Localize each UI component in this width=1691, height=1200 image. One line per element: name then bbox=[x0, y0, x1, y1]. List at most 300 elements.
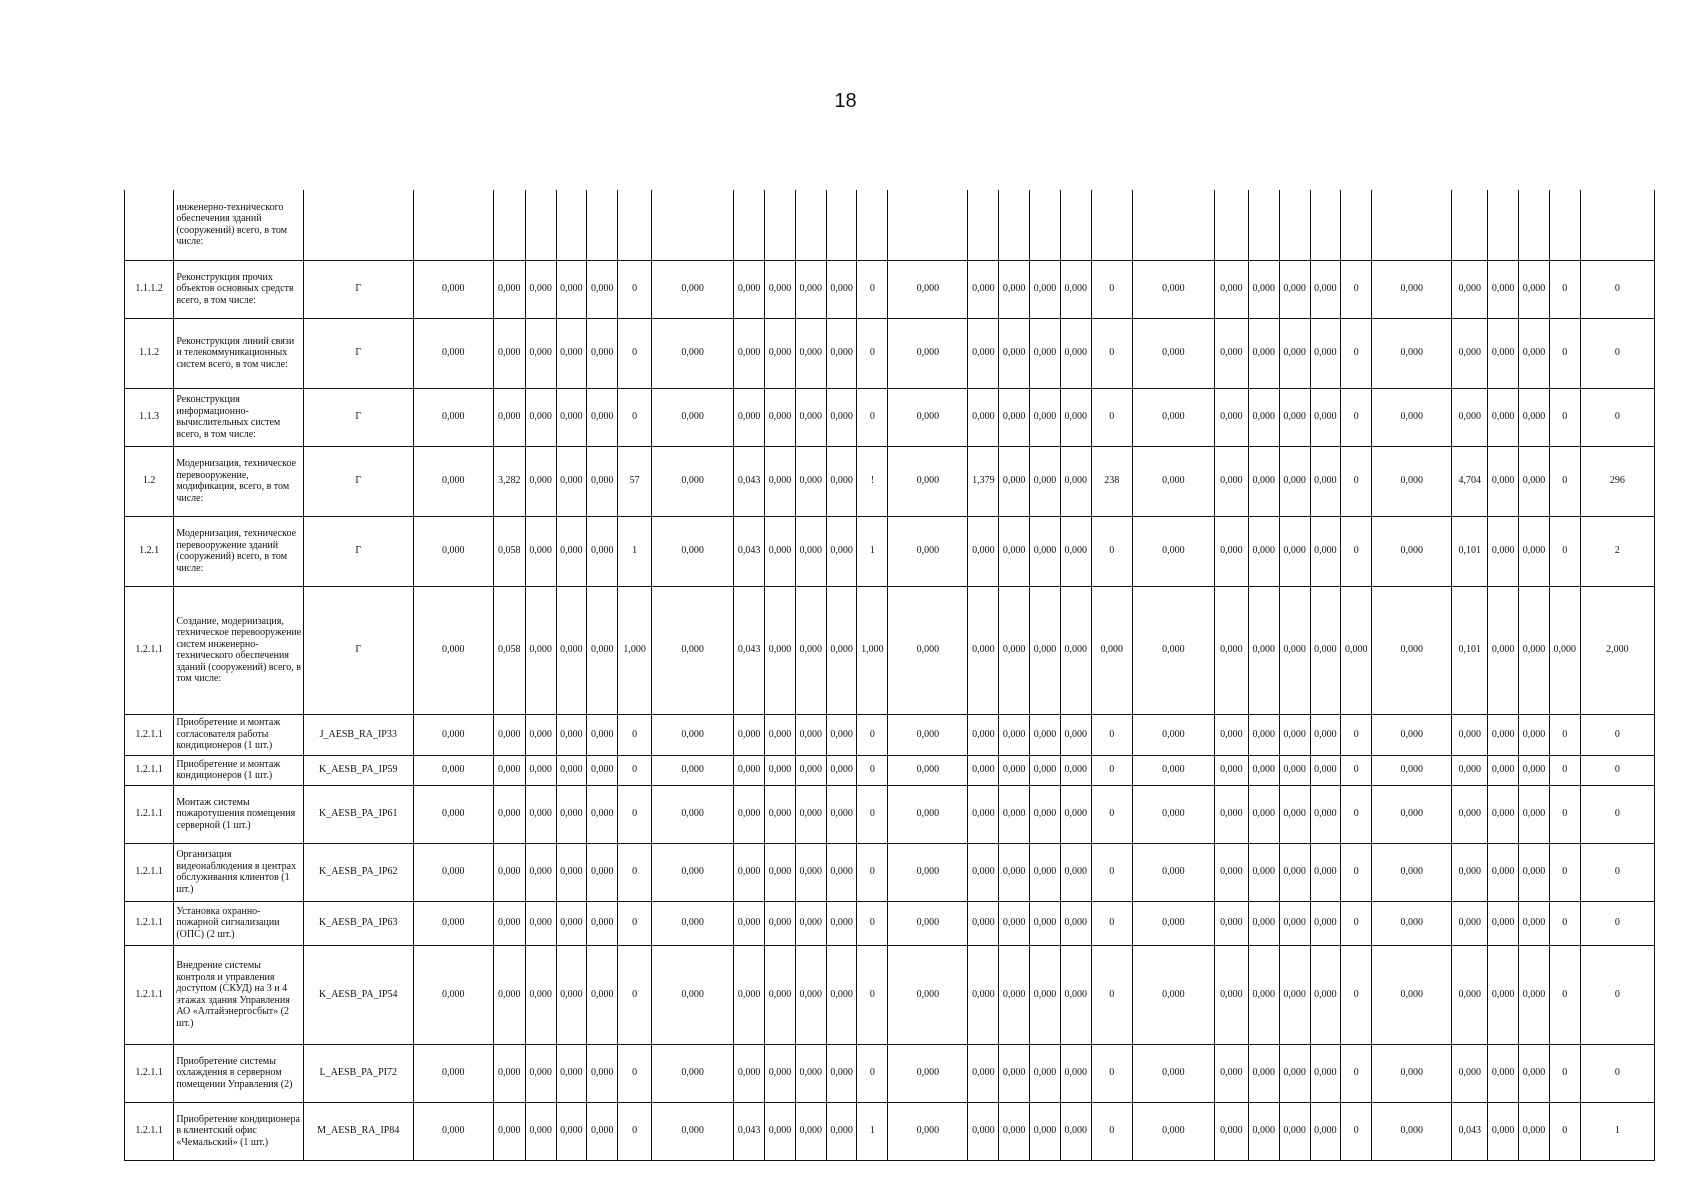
value-cell: 0,000 bbox=[1310, 785, 1341, 843]
value-cell: 0,000 bbox=[1519, 318, 1550, 388]
value-cell: 0,000 bbox=[999, 945, 1030, 1044]
value-cell: 0,000 bbox=[1030, 755, 1061, 785]
value-cell: 0 bbox=[1091, 714, 1132, 755]
value-cell: 0,000 bbox=[734, 1044, 765, 1102]
value-cell: 0 bbox=[1549, 843, 1580, 901]
value-cell: 0 bbox=[618, 714, 652, 755]
value-cell: 0,000 bbox=[1519, 945, 1550, 1044]
project-name: Монтаж системы пожаротушения помещения серверной (1 шт.) bbox=[174, 785, 303, 843]
value-cell: 0,000 bbox=[826, 785, 857, 843]
value-cell: 0,000 bbox=[1030, 260, 1061, 318]
value-cell: 0,000 bbox=[826, 388, 857, 446]
value-cell: 0 bbox=[1580, 260, 1654, 318]
value-cell: 0 bbox=[1341, 1102, 1372, 1160]
value-cell: 0,000 bbox=[1060, 586, 1091, 714]
value-cell: 0,000 bbox=[1488, 260, 1519, 318]
value-cell: 0 bbox=[1549, 1044, 1580, 1102]
value-cell: 0,000 bbox=[1519, 260, 1550, 318]
value-cell: 0,000 bbox=[1488, 843, 1519, 901]
value-cell: 0,000 bbox=[413, 843, 493, 901]
value-cell: 0,000 bbox=[1372, 586, 1452, 714]
value-cell: 0,000 bbox=[1452, 318, 1488, 388]
value-cell: 0,000 bbox=[1310, 901, 1341, 945]
project-code: Г bbox=[303, 446, 413, 516]
value-cell: 1 bbox=[857, 1102, 888, 1160]
value-cell: 0,000 bbox=[1488, 318, 1519, 388]
value-cell: 0,000 bbox=[1372, 388, 1452, 446]
value-cell: 0,000 bbox=[968, 388, 999, 446]
value-cell: 0,000 bbox=[1452, 714, 1488, 755]
value-cell: 0,000 bbox=[1248, 901, 1279, 945]
value-cell: 0,000 bbox=[1132, 260, 1214, 318]
page-number: 18 bbox=[834, 90, 857, 112]
value-cell: 0,000 bbox=[795, 945, 826, 1044]
value-cell: 0,000 bbox=[1030, 1044, 1061, 1102]
row-number: 1.1.2 bbox=[125, 318, 174, 388]
value-cell: 0,000 bbox=[826, 260, 857, 318]
value-cell: 0,000 bbox=[999, 260, 1030, 318]
value-cell: 0,000 bbox=[587, 843, 618, 901]
table-row bbox=[125, 714, 1655, 755]
value-cell: 0,000 bbox=[1310, 446, 1341, 516]
value-cell: 0,000 bbox=[888, 785, 968, 843]
row-number: 1.1.3 bbox=[125, 388, 174, 446]
project-code: Г bbox=[303, 318, 413, 388]
value-cell: 0,000 bbox=[1248, 446, 1279, 516]
value-cell bbox=[1279, 190, 1310, 260]
value-cell: 0,000 bbox=[556, 945, 587, 1044]
row-number: 1.1.1.2 bbox=[125, 260, 174, 318]
value-cell: 0 bbox=[1091, 785, 1132, 843]
value-cell: 0,000 bbox=[826, 318, 857, 388]
value-cell: 0,000 bbox=[1519, 586, 1550, 714]
value-cell: 0,000 bbox=[999, 901, 1030, 945]
value-cell: 0,000 bbox=[1310, 1102, 1341, 1160]
project-name: Модернизация, техническое перевооружение, модификация, всего, в том числе: bbox=[174, 446, 303, 516]
value-cell: 0,000 bbox=[413, 1102, 493, 1160]
value-cell: 0,000 bbox=[1060, 516, 1091, 586]
value-cell: 0,000 bbox=[1452, 945, 1488, 1044]
value-cell: 0 bbox=[857, 755, 888, 785]
value-cell: 0,000 bbox=[1214, 388, 1248, 446]
value-cell: 0,000 bbox=[795, 714, 826, 755]
value-cell: 0 bbox=[618, 1102, 652, 1160]
table-row bbox=[125, 945, 1655, 1044]
value-cell: 0,101 bbox=[1452, 516, 1488, 586]
project-code: K_AESB_PA_IP54 bbox=[303, 945, 413, 1044]
value-cell: 0,000 bbox=[968, 785, 999, 843]
value-cell: 0,000 bbox=[525, 586, 556, 714]
value-cell: 0,000 bbox=[652, 260, 734, 318]
value-cell: 0,000 bbox=[525, 714, 556, 755]
value-cell: 0 bbox=[1549, 901, 1580, 945]
value-cell: 238 bbox=[1091, 446, 1132, 516]
value-cell: 0,000 bbox=[1060, 755, 1091, 785]
value-cell: 0,000 bbox=[413, 388, 493, 446]
value-cell: 0,000 bbox=[1214, 1044, 1248, 1102]
value-cell: 0,000 bbox=[587, 945, 618, 1044]
value-cell bbox=[1030, 190, 1061, 260]
value-cell: 0 bbox=[1549, 1102, 1580, 1160]
value-cell: 0,101 bbox=[1452, 586, 1488, 714]
value-cell: 0,000 bbox=[1279, 516, 1310, 586]
value-cell: 0,000 bbox=[826, 1102, 857, 1160]
value-cell: 0,000 bbox=[888, 318, 968, 388]
value-cell: 0,000 bbox=[1132, 516, 1214, 586]
value-cell: 0,000 bbox=[1452, 843, 1488, 901]
value-cell: 0,000 bbox=[999, 388, 1030, 446]
value-cell: 0,043 bbox=[1452, 1102, 1488, 1160]
value-cell: 0,000 bbox=[765, 755, 796, 785]
value-cell: 0,000 bbox=[556, 1044, 587, 1102]
value-cell: 0,000 bbox=[765, 318, 796, 388]
value-cell: 0,000 bbox=[795, 260, 826, 318]
value-cell: 0,000 bbox=[795, 843, 826, 901]
value-cell: 0,000 bbox=[556, 318, 587, 388]
value-cell: 296 bbox=[1580, 446, 1654, 516]
value-cell: 0,000 bbox=[587, 318, 618, 388]
value-cell: 0 bbox=[1341, 388, 1372, 446]
value-cell: 0 bbox=[1091, 901, 1132, 945]
value-cell: 0 bbox=[618, 945, 652, 1044]
value-cell: 0,000 bbox=[1519, 755, 1550, 785]
value-cell bbox=[999, 190, 1030, 260]
value-cell: 0,000 bbox=[413, 516, 493, 586]
value-cell: 0,000 bbox=[1310, 755, 1341, 785]
value-cell: 0,000 bbox=[1030, 516, 1061, 586]
value-cell: 0,000 bbox=[1060, 318, 1091, 388]
value-cell: 0,000 bbox=[1310, 945, 1341, 1044]
value-cell: 0,000 bbox=[1519, 1044, 1550, 1102]
value-cell: 0,000 bbox=[1372, 318, 1452, 388]
value-cell: 0 bbox=[1549, 714, 1580, 755]
value-cell: 0 bbox=[857, 843, 888, 901]
value-cell: 0,000 bbox=[1372, 901, 1452, 945]
value-cell: 0 bbox=[1341, 755, 1372, 785]
value-cell: 0,000 bbox=[493, 1102, 525, 1160]
value-cell: 0,000 bbox=[556, 388, 587, 446]
value-cell: 0,000 bbox=[1519, 388, 1550, 446]
project-name: Организация видеонаблюдения в центрах обслуживания клиентов (1 шт.) bbox=[174, 843, 303, 901]
value-cell: 0,000 bbox=[587, 586, 618, 714]
value-cell: 57 bbox=[618, 446, 652, 516]
project-code: K_AESB_PA_IP59 bbox=[303, 755, 413, 785]
project-code: K_AESB_PA_IP61 bbox=[303, 785, 413, 843]
project-name: Реконструкция линий связи и телекоммуникационных систем всего, в том числе: bbox=[174, 318, 303, 388]
value-cell: 0,000 bbox=[826, 586, 857, 714]
project-code: M_AESB_RA_IP84 bbox=[303, 1102, 413, 1160]
value-cell bbox=[1132, 190, 1214, 260]
value-cell: 0,000 bbox=[1132, 945, 1214, 1044]
value-cell: 0 bbox=[1580, 901, 1654, 945]
value-cell: 0 bbox=[1549, 755, 1580, 785]
value-cell: 0,000 bbox=[1214, 260, 1248, 318]
value-cell: 0,000 bbox=[888, 446, 968, 516]
value-cell: 0,000 bbox=[1248, 1102, 1279, 1160]
row-number: 1.2.1.1 bbox=[125, 945, 174, 1044]
value-cell: 0,043 bbox=[734, 586, 765, 714]
value-cell: 0 bbox=[857, 785, 888, 843]
value-cell bbox=[1214, 190, 1248, 260]
value-cell: 0,000 bbox=[1132, 388, 1214, 446]
value-cell: 0 bbox=[618, 785, 652, 843]
value-cell: 0,000 bbox=[795, 586, 826, 714]
value-cell: 0,000 bbox=[1372, 755, 1452, 785]
value-cell: 0,000 bbox=[1132, 586, 1214, 714]
value-cell: 0,000 bbox=[413, 945, 493, 1044]
value-cell: 0 bbox=[1549, 318, 1580, 388]
value-cell: 4,704 bbox=[1452, 446, 1488, 516]
value-cell bbox=[795, 190, 826, 260]
value-cell: 0,000 bbox=[888, 388, 968, 446]
value-cell: 0 bbox=[618, 901, 652, 945]
project-code: L_AESB_PA_PI72 bbox=[303, 1044, 413, 1102]
value-cell: 0,000 bbox=[1248, 755, 1279, 785]
value-cell: 1,000 bbox=[857, 586, 888, 714]
value-cell: 0,000 bbox=[734, 945, 765, 1044]
value-cell: 0,000 bbox=[1279, 1044, 1310, 1102]
value-cell: 0,000 bbox=[1030, 388, 1061, 446]
row-number: 1.2.1.1 bbox=[125, 1102, 174, 1160]
value-cell: 0,000 bbox=[968, 755, 999, 785]
value-cell: 0 bbox=[1341, 318, 1372, 388]
value-cell: 0,000 bbox=[493, 388, 525, 446]
value-cell: 0,000 bbox=[1341, 586, 1372, 714]
value-cell: 0,000 bbox=[525, 446, 556, 516]
value-cell: 0,000 bbox=[1279, 755, 1310, 785]
value-cell: 0 bbox=[857, 260, 888, 318]
value-cell: 0,000 bbox=[765, 388, 796, 446]
value-cell: 0,000 bbox=[826, 901, 857, 945]
value-cell: 0,000 bbox=[1248, 945, 1279, 1044]
value-cell: 0,000 bbox=[968, 945, 999, 1044]
value-cell: 0,000 bbox=[1132, 1102, 1214, 1160]
value-cell: 0,000 bbox=[1488, 945, 1519, 1044]
value-cell: 0,000 bbox=[587, 1044, 618, 1102]
value-cell: 0,000 bbox=[1279, 843, 1310, 901]
value-cell: 0,000 bbox=[795, 446, 826, 516]
project-name: Реконструкция информационно-вычислительных систем всего, в том числе: bbox=[174, 388, 303, 446]
value-cell: 0,058 bbox=[493, 516, 525, 586]
value-cell bbox=[968, 190, 999, 260]
value-cell: 0,000 bbox=[888, 1044, 968, 1102]
value-cell: 0,000 bbox=[888, 901, 968, 945]
value-cell: 0,000 bbox=[999, 785, 1030, 843]
value-cell: 0,000 bbox=[1132, 843, 1214, 901]
row-number: 1.2.1.1 bbox=[125, 755, 174, 785]
value-cell: 0,000 bbox=[999, 446, 1030, 516]
project-name: Приобретение и монтаж кондиционеров (1 шт.) bbox=[174, 755, 303, 785]
value-cell: 0,000 bbox=[1488, 586, 1519, 714]
value-cell bbox=[1519, 190, 1550, 260]
value-cell: 0,000 bbox=[1488, 1102, 1519, 1160]
value-cell: 0,000 bbox=[1452, 388, 1488, 446]
value-cell bbox=[1060, 190, 1091, 260]
value-cell: 0,000 bbox=[1549, 586, 1580, 714]
row-number: 1.2.1.1 bbox=[125, 843, 174, 901]
value-cell: 0,000 bbox=[1248, 785, 1279, 843]
value-cell: 0 bbox=[857, 901, 888, 945]
value-cell: 0,000 bbox=[1452, 901, 1488, 945]
value-cell: 0,000 bbox=[556, 843, 587, 901]
value-cell: 0,000 bbox=[1452, 755, 1488, 785]
value-cell: 0,000 bbox=[1452, 785, 1488, 843]
value-cell: 0,000 bbox=[652, 446, 734, 516]
value-cell: 0,000 bbox=[1060, 1102, 1091, 1160]
value-cell: 0 bbox=[857, 945, 888, 1044]
value-cell: 0,000 bbox=[734, 755, 765, 785]
value-cell: 0,000 bbox=[1248, 714, 1279, 755]
value-cell: 0,000 bbox=[1452, 260, 1488, 318]
project-code: J_AESB_RA_IP33 bbox=[303, 714, 413, 755]
value-cell: 0 bbox=[1549, 446, 1580, 516]
value-cell: 0,000 bbox=[1372, 945, 1452, 1044]
value-cell: 0,058 bbox=[493, 586, 525, 714]
value-cell: 0,000 bbox=[525, 755, 556, 785]
value-cell: 0,000 bbox=[1132, 714, 1214, 755]
value-cell: 0,000 bbox=[1132, 785, 1214, 843]
investment-table bbox=[124, 190, 1655, 1161]
table-row bbox=[125, 388, 1655, 446]
value-cell: 0,000 bbox=[734, 785, 765, 843]
value-cell: 0,000 bbox=[556, 446, 587, 516]
value-cell: 0,000 bbox=[1310, 388, 1341, 446]
table-row bbox=[125, 1044, 1655, 1102]
value-cell: 0,000 bbox=[1279, 388, 1310, 446]
project-name: Внедрение системы контроля и управления доступом (СКУД) на 3 и 4 этажах здания Управления АО «Алтайэнергосбыт» (2 шт.) bbox=[174, 945, 303, 1044]
value-cell: 1,379 bbox=[968, 446, 999, 516]
value-cell: 0,000 bbox=[1214, 1102, 1248, 1160]
value-cell bbox=[1341, 190, 1372, 260]
value-cell: 0 bbox=[1091, 945, 1132, 1044]
value-cell: 0 bbox=[1091, 318, 1132, 388]
project-name: Приобретение кондиционера в клиентский офис «Чемальский» (1 шт.) bbox=[174, 1102, 303, 1160]
value-cell: 0 bbox=[1341, 260, 1372, 318]
value-cell: 0,000 bbox=[999, 318, 1030, 388]
value-cell: 0,000 bbox=[968, 516, 999, 586]
value-cell: 0 bbox=[618, 843, 652, 901]
value-cell: 0,000 bbox=[1214, 901, 1248, 945]
value-cell: 0,000 bbox=[587, 1102, 618, 1160]
value-cell: 0,000 bbox=[968, 901, 999, 945]
value-cell: 0,000 bbox=[765, 516, 796, 586]
value-cell: 0,000 bbox=[652, 714, 734, 755]
value-cell: 1 bbox=[618, 516, 652, 586]
value-cell: 0,000 bbox=[1060, 388, 1091, 446]
value-cell: 0,000 bbox=[1248, 318, 1279, 388]
value-cell: 0,000 bbox=[826, 516, 857, 586]
value-cell: 0,000 bbox=[1132, 446, 1214, 516]
value-cell: 0,000 bbox=[652, 843, 734, 901]
table-row bbox=[125, 318, 1655, 388]
value-cell: 0,000 bbox=[1248, 260, 1279, 318]
value-cell bbox=[525, 190, 556, 260]
project-name: Приобретение и монтаж согласователя работы кондиционеров (1 шт.) bbox=[174, 714, 303, 755]
table-row bbox=[125, 190, 1655, 260]
value-cell: 0,000 bbox=[1279, 714, 1310, 755]
value-cell: 0,000 bbox=[765, 714, 796, 755]
value-cell bbox=[1248, 190, 1279, 260]
value-cell: 0,000 bbox=[652, 1044, 734, 1102]
value-cell: 0 bbox=[857, 714, 888, 755]
value-cell: 0,000 bbox=[888, 843, 968, 901]
value-cell: 0,000 bbox=[1248, 586, 1279, 714]
table-row bbox=[125, 260, 1655, 318]
value-cell: 0 bbox=[857, 1044, 888, 1102]
value-cell: 0,000 bbox=[1488, 901, 1519, 945]
value-cell: 0,000 bbox=[1248, 1044, 1279, 1102]
value-cell: 0,000 bbox=[968, 1102, 999, 1160]
project-name: инженерно-технического обеспечения зданий (сооружений) всего, в том числе: bbox=[174, 190, 303, 260]
value-cell: 0 bbox=[1341, 945, 1372, 1044]
value-cell: 0,000 bbox=[413, 785, 493, 843]
value-cell: 0,000 bbox=[493, 945, 525, 1044]
value-cell: 0 bbox=[1580, 1044, 1654, 1102]
value-cell: 0 bbox=[1091, 260, 1132, 318]
value-cell: 0,000 bbox=[1488, 446, 1519, 516]
value-cell: 0,000 bbox=[1519, 516, 1550, 586]
value-cell: 0,000 bbox=[1030, 901, 1061, 945]
value-cell: 0,000 bbox=[493, 843, 525, 901]
table-body bbox=[125, 190, 1655, 1160]
value-cell: 0,000 bbox=[556, 1102, 587, 1160]
value-cell: 0 bbox=[1341, 1044, 1372, 1102]
value-cell: 0,000 bbox=[888, 516, 968, 586]
project-name: Установка охранно-пожарной сигнализации (ОПС) (2 шт.) bbox=[174, 901, 303, 945]
value-cell: 0 bbox=[1091, 388, 1132, 446]
value-cell: 0,000 bbox=[734, 901, 765, 945]
value-cell: 0,000 bbox=[587, 901, 618, 945]
value-cell: 0 bbox=[1580, 785, 1654, 843]
value-cell: 0,000 bbox=[413, 318, 493, 388]
value-cell: 0,000 bbox=[1214, 586, 1248, 714]
value-cell: 0,000 bbox=[587, 755, 618, 785]
value-cell: 0,000 bbox=[1519, 714, 1550, 755]
value-cell: 0 bbox=[1091, 755, 1132, 785]
value-cell: 0 bbox=[1341, 843, 1372, 901]
value-cell: 0,000 bbox=[1060, 1044, 1091, 1102]
value-cell: 0,000 bbox=[1214, 945, 1248, 1044]
value-cell: 0,000 bbox=[1488, 714, 1519, 755]
value-cell: 3,282 bbox=[493, 446, 525, 516]
value-cell bbox=[1091, 190, 1132, 260]
value-cell: 0,000 bbox=[1372, 714, 1452, 755]
value-cell bbox=[556, 190, 587, 260]
value-cell: 0,000 bbox=[1132, 755, 1214, 785]
value-cell: 0 bbox=[1580, 945, 1654, 1044]
value-cell: 0 bbox=[618, 1044, 652, 1102]
value-cell: 0,000 bbox=[525, 785, 556, 843]
value-cell: 0,000 bbox=[1279, 901, 1310, 945]
value-cell: 0,000 bbox=[1372, 843, 1452, 901]
value-cell: 0 bbox=[618, 755, 652, 785]
value-cell: 0,000 bbox=[1310, 586, 1341, 714]
value-cell: 2 bbox=[1580, 516, 1654, 586]
value-cell: 0,000 bbox=[734, 318, 765, 388]
value-cell: 0,000 bbox=[556, 785, 587, 843]
value-cell: 0,000 bbox=[1372, 260, 1452, 318]
value-cell: 0,000 bbox=[888, 586, 968, 714]
value-cell: 0 bbox=[1341, 446, 1372, 516]
value-cell: 0 bbox=[1091, 843, 1132, 901]
value-cell: 0,000 bbox=[556, 901, 587, 945]
value-cell: 2,000 bbox=[1580, 586, 1654, 714]
value-cell: 0,000 bbox=[525, 1102, 556, 1160]
value-cell: 0,000 bbox=[1214, 755, 1248, 785]
value-cell: 0,000 bbox=[1279, 260, 1310, 318]
value-cell: 0,000 bbox=[1214, 318, 1248, 388]
value-cell: 0,000 bbox=[1519, 901, 1550, 945]
